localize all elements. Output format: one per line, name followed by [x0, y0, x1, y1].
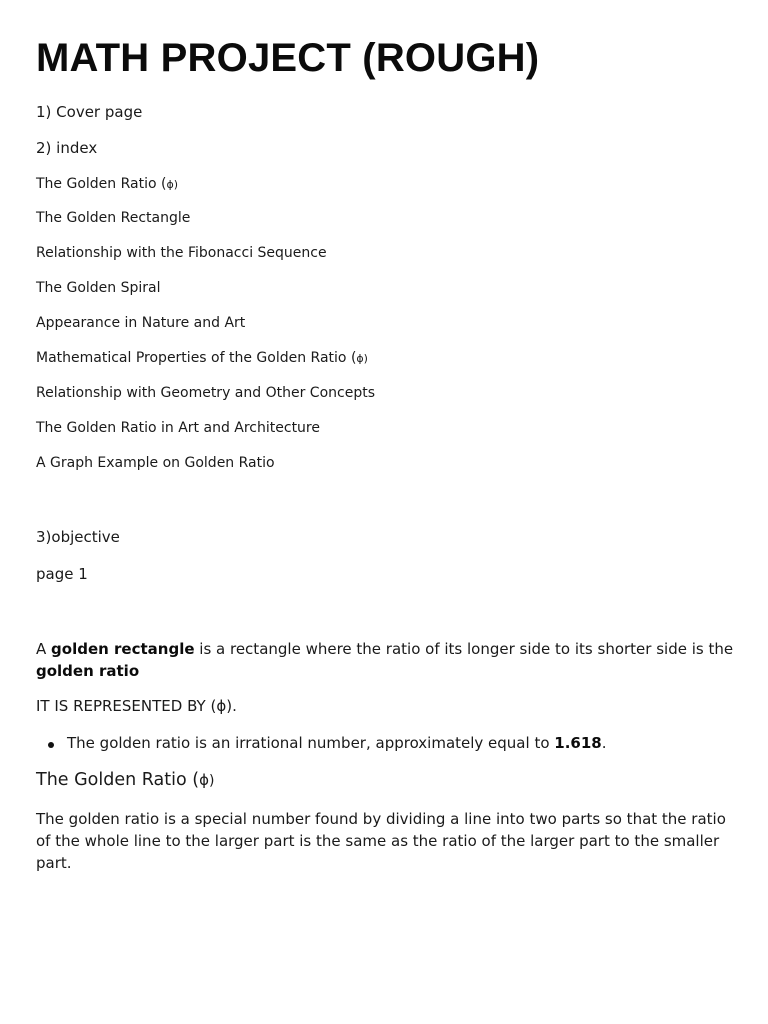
phi-symbol: ϕ	[199, 771, 209, 789]
index-item-nature-art: Appearance in Nature and Art	[36, 315, 246, 331]
index-item-golden-spiral: The Golden Spiral	[36, 280, 161, 296]
page-title: MATH PROJECT (ROUGH)	[36, 36, 540, 80]
index-item-fibonacci: Relationship with the Fibonacci Sequence	[36, 245, 327, 261]
phi-symbol: ϕ	[166, 178, 174, 191]
index-item-label: The Golden Ratio (	[36, 176, 167, 192]
index-item-golden-ratio	[36, 176, 178, 192]
outline-cover-page: 1) Cover page	[36, 103, 143, 121]
term-golden-ratio: golden ratio	[36, 662, 140, 680]
index-item-golden-rectangle: The Golden Rectangle	[36, 210, 191, 226]
term-golden-rectangle: golden rectangle	[51, 640, 195, 658]
golden-ratio-definition: The golden ratio is a special number found by dividing a line into two parts so that the ratio of the whole line to the larger part is the same as the ratio of the larger part to the smaller part.	[36, 810, 726, 872]
golden-ratio-value: 1.618	[554, 734, 602, 752]
section-heading-golden-ratio	[36, 770, 214, 790]
bullet-dot-icon	[48, 742, 54, 748]
index-item-geometry: Relationship with Geometry and Other Concepts	[36, 385, 375, 401]
index-item-mathematical-properties	[36, 350, 368, 366]
text-prefix: A	[36, 640, 52, 658]
index-item-art-architecture: The Golden Ratio in Art and Architecture	[36, 420, 320, 436]
bullet-text-end: .	[601, 734, 607, 752]
bullet-text-body: The golden ratio is an irrational number, approximately equal to	[67, 734, 555, 752]
closing-paren: )	[173, 178, 179, 191]
index-item-graph-example: A Graph Example on Golden Ratio	[36, 455, 275, 471]
index-item-label: Mathematical Properties of the Golden Ratio (	[36, 350, 357, 366]
bullet-text	[67, 734, 607, 752]
represented-by-line: IT IS REPRESENTED BY (ϕ).	[36, 697, 237, 715]
text-middle: is a rectangle where the ratio of its longer side to its shorter side is the	[194, 640, 734, 658]
phi-symbol: ϕ	[356, 352, 364, 365]
outline-objective: 3)objective	[36, 528, 120, 546]
closing-paren: )	[209, 773, 215, 789]
golden-rectangle-paragraph	[36, 638, 736, 682]
outline-index: 2) index	[36, 139, 98, 157]
page-label: page 1	[36, 565, 88, 583]
closing-paren: )	[363, 352, 368, 365]
heading-label: The Golden Ratio (	[36, 770, 200, 790]
